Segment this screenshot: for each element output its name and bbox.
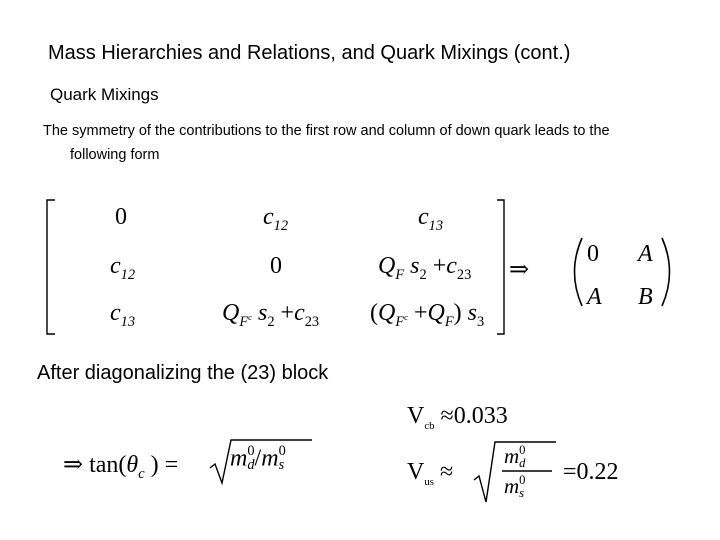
tan-formula-sqrt-content: m 0 d /m 0 s xyxy=(230,443,286,474)
vcb-formula: $V_{cb} \approx 0.033$ xyxy=(407,403,508,432)
matrix-r3c3: $(Q_{F^c} +Q_F)$ $s_3$ xyxy=(370,300,485,330)
slide-title: Mass Hierarchies and Relations, and Quark Mixings (cont.) xyxy=(48,42,571,64)
paragraph-line-1: The symmetry of the contributions to the first row and column of down quark leads to the xyxy=(43,123,610,139)
matrix-r2c1: $c_{12}$ xyxy=(110,253,136,283)
vus-formula-rhs: =0.22 xyxy=(563,459,619,485)
vus-denominator: m 0 s xyxy=(504,473,526,500)
vus-numerator: m 0 d xyxy=(504,443,526,470)
vus-formula-lhs: $V_{us}$ ≈ xyxy=(407,459,454,488)
block-r1c1: 0 xyxy=(587,241,599,267)
block-r2c1: A xyxy=(587,284,602,310)
block-r1c2: A xyxy=(638,241,653,267)
implies-arrow: ⇒ xyxy=(509,257,530,283)
block-r2c2: B xyxy=(638,284,653,310)
right-square-bracket xyxy=(497,200,504,334)
left-round-bracket xyxy=(575,238,583,306)
section-subtitle: Quark Mixings xyxy=(50,85,159,104)
left-square-bracket xyxy=(47,200,55,334)
matrix-r3c2: $Q_{F^c}$ $s_2 +c_{23}$ xyxy=(222,300,320,330)
right-round-bracket xyxy=(662,238,670,306)
matrix-r1c1: 0 xyxy=(115,204,127,230)
matrix-r3c1: $c_{13}$ xyxy=(110,300,136,330)
matrix-r2c2: 0 xyxy=(270,253,282,279)
matrix-r1c2: $c_{12}$ xyxy=(263,204,289,234)
tan-formula-lhs: ⇒ $\tan(\theta_c$ ) = xyxy=(63,452,179,482)
matrix-r2c3: $Q_F$ $s_2 +c_{23}$ xyxy=(378,253,472,283)
after-diagonalizing-text: After diagonalizing the (23) block xyxy=(37,362,329,384)
matrix-r1c3: $c_{13}$ xyxy=(418,204,444,234)
paragraph-line-2: following form xyxy=(70,147,160,163)
